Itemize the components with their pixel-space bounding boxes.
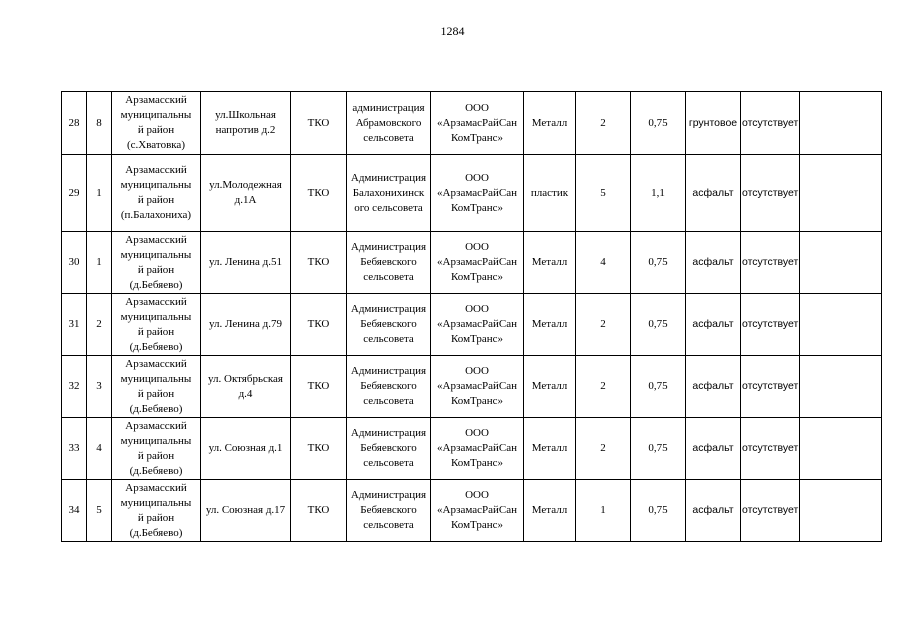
sub-number-cell: 5 bbox=[87, 480, 112, 542]
operator-line: ООО bbox=[465, 241, 489, 253]
operator-line: ООО bbox=[465, 171, 489, 184]
address-cell bbox=[201, 155, 291, 232]
owner-line: администрация bbox=[352, 101, 425, 114]
surface-cell: грунтовое bbox=[686, 92, 741, 155]
address-line: ул. Ленина д.79 bbox=[209, 318, 282, 330]
table-row bbox=[62, 480, 882, 542]
district-line: муниципальны bbox=[120, 434, 192, 447]
address-line: ул. Октябрьская bbox=[208, 372, 283, 385]
empty-cell bbox=[800, 480, 882, 542]
table-row bbox=[62, 418, 882, 480]
page-number: 1284 bbox=[440, 24, 465, 38]
row-number-cell: 28 bbox=[62, 92, 87, 155]
waste-type-cell: ТКО bbox=[291, 155, 347, 232]
owner-line: Бебяевского bbox=[360, 442, 417, 454]
waste-type-cell: ТКО bbox=[291, 356, 347, 418]
empty-cell bbox=[800, 155, 882, 232]
empty-cell bbox=[800, 92, 882, 155]
owner-line: сельсовета bbox=[363, 395, 414, 407]
container-count-cell: 5 bbox=[576, 155, 631, 232]
operator-line: «АрзамасРайСан bbox=[437, 256, 517, 268]
address-cell bbox=[201, 294, 291, 356]
operator-line: ООО bbox=[465, 101, 489, 114]
address-line: ул. Союзная д.1 bbox=[208, 442, 283, 454]
district-line: й район bbox=[137, 263, 175, 276]
owner-line: сельсовета bbox=[363, 519, 414, 531]
operator-line: КомТранс» bbox=[451, 131, 503, 144]
row-number-cell: 30 bbox=[62, 232, 87, 294]
surface-cell: асфальт bbox=[686, 155, 741, 232]
district-line: (д.Бебяево) bbox=[129, 402, 183, 415]
operator-line: ООО bbox=[465, 489, 489, 501]
material-cell: Металл bbox=[524, 294, 576, 356]
surface-cell: асфальт bbox=[686, 232, 741, 294]
owner-cell bbox=[347, 232, 431, 294]
district-line: Арзамасский bbox=[125, 164, 187, 176]
volume-cell: 0,75 bbox=[631, 418, 686, 480]
container-count-cell: 4 bbox=[576, 232, 631, 294]
owner-line: Администрация bbox=[350, 241, 427, 253]
surface-cell: асфальт bbox=[686, 418, 741, 480]
operator-cell bbox=[431, 232, 524, 294]
volume-cell: 1,1 bbox=[631, 155, 686, 232]
empty-cell bbox=[800, 418, 882, 480]
address-line: ул. Ленина д.51 bbox=[209, 256, 282, 268]
operator-cell bbox=[431, 356, 524, 418]
table-row bbox=[62, 356, 882, 418]
owner-line: Абрамовского bbox=[355, 116, 422, 129]
operator-line: «АрзамасРайСан bbox=[437, 116, 517, 129]
owner-line: сельсовета bbox=[363, 457, 414, 469]
owner-cell bbox=[347, 155, 431, 232]
material-cell: пластик bbox=[524, 155, 576, 232]
district-line: Арзамасский bbox=[125, 94, 187, 106]
surface-cell: асфальт bbox=[686, 294, 741, 356]
operator-line: КомТранс» bbox=[451, 333, 503, 345]
container-count-cell: 1 bbox=[576, 480, 631, 542]
volume-cell: 0,75 bbox=[631, 480, 686, 542]
fence-cell: отсутствует bbox=[741, 294, 800, 356]
operator-line: «АрзамасРайСан bbox=[437, 318, 517, 330]
sub-number-cell: 8 bbox=[87, 92, 112, 155]
waste-type-cell: ТКО bbox=[291, 480, 347, 542]
waste-type-cell: ТКО bbox=[291, 294, 347, 356]
material-cell: Металл bbox=[524, 92, 576, 155]
fence-cell: отсутствует bbox=[741, 92, 800, 155]
owner-cell bbox=[347, 294, 431, 356]
waste-type-cell: ТКО bbox=[291, 232, 347, 294]
operator-cell bbox=[431, 92, 524, 155]
address-line: напротив д.2 bbox=[215, 124, 276, 136]
district-line: Арзамасский bbox=[125, 357, 187, 370]
address-cell bbox=[201, 92, 291, 155]
row-number-cell: 34 bbox=[62, 480, 87, 542]
district-line: й район bbox=[137, 194, 175, 206]
district-line: Арзамасский bbox=[125, 295, 187, 308]
district-line: й район bbox=[137, 387, 175, 400]
address-cell bbox=[201, 418, 291, 480]
address-cell bbox=[201, 356, 291, 418]
operator-line: КомТранс» bbox=[451, 519, 503, 531]
empty-cell bbox=[800, 356, 882, 418]
address-line: ул. Союзная д.17 bbox=[205, 504, 286, 516]
fence-cell: отсутствует bbox=[741, 155, 800, 232]
owner-line: Администрация bbox=[350, 489, 427, 501]
district-cell bbox=[112, 294, 201, 356]
address-line: ул.Школьная bbox=[215, 109, 276, 121]
material-cell: Металл bbox=[524, 480, 576, 542]
district-cell bbox=[112, 155, 201, 232]
row-number-cell: 33 bbox=[62, 418, 87, 480]
table-body bbox=[62, 92, 882, 542]
fence-cell: отсутствует bbox=[741, 480, 800, 542]
district-cell bbox=[112, 356, 201, 418]
row-number-cell: 32 bbox=[62, 356, 87, 418]
owner-cell bbox=[347, 480, 431, 542]
district-line: (с.Хватовка) bbox=[127, 139, 185, 151]
sub-number-cell: 1 bbox=[87, 155, 112, 232]
operator-line: ООО bbox=[465, 427, 489, 439]
sub-number-cell: 1 bbox=[87, 232, 112, 294]
operator-cell bbox=[431, 418, 524, 480]
district-line: муниципальны bbox=[120, 179, 192, 191]
volume-cell: 0,75 bbox=[631, 232, 686, 294]
district-line: Арзамасский bbox=[125, 481, 187, 494]
operator-cell bbox=[431, 294, 524, 356]
sub-number-cell: 3 bbox=[87, 356, 112, 418]
operator-line: КомТранс» bbox=[451, 457, 503, 469]
district-line: муниципальны bbox=[120, 372, 192, 385]
district-line: (п.Балахониха) bbox=[120, 209, 192, 221]
district-cell bbox=[112, 418, 201, 480]
sub-number-cell: 2 bbox=[87, 294, 112, 356]
owner-line: Бебяевского bbox=[360, 504, 417, 516]
district-line: Арзамасский bbox=[125, 233, 187, 246]
operator-line: «АрзамасРайСан bbox=[437, 186, 517, 199]
owner-line: Бебяевского bbox=[360, 380, 417, 392]
material-cell: Металл bbox=[524, 232, 576, 294]
volume-cell: 0,75 bbox=[631, 356, 686, 418]
row-number-cell: 31 bbox=[62, 294, 87, 356]
district-line: Арзамасский bbox=[125, 419, 187, 432]
material-cell: Металл bbox=[524, 418, 576, 480]
operator-line: ООО bbox=[465, 365, 489, 377]
district-line: муниципальны bbox=[120, 109, 192, 121]
owner-cell bbox=[347, 92, 431, 155]
address-line: ул.Молодежная bbox=[209, 179, 282, 191]
fence-cell: отсутствует bbox=[741, 232, 800, 294]
operator-line: «АрзамасРайСан bbox=[437, 442, 517, 454]
district-line: муниципальны bbox=[120, 248, 192, 261]
container-count-cell: 2 bbox=[576, 356, 631, 418]
owner-line: сельсовета bbox=[363, 131, 414, 144]
district-line: (д.Бебяево) bbox=[129, 464, 183, 477]
address-line: д.1А bbox=[234, 194, 257, 206]
container-count-cell: 2 bbox=[576, 294, 631, 356]
material-cell: Металл bbox=[524, 356, 576, 418]
table-row bbox=[62, 92, 882, 155]
owner-cell bbox=[347, 356, 431, 418]
district-line: муниципальны bbox=[120, 310, 192, 323]
owner-line: Администрация bbox=[350, 303, 427, 315]
fence-cell: отсутствует bbox=[741, 356, 800, 418]
waste-type-cell: ТКО bbox=[291, 418, 347, 480]
operator-cell bbox=[431, 480, 524, 542]
district-line: й район bbox=[137, 124, 175, 136]
owner-line: Администрация bbox=[350, 171, 427, 184]
surface-cell: асфальт bbox=[686, 356, 741, 418]
operator-line: «АрзамасРайСан bbox=[437, 504, 517, 516]
row-number-cell: 29 bbox=[62, 155, 87, 232]
district-line: (д.Бебяево) bbox=[129, 340, 183, 353]
owner-line: сельсовета bbox=[363, 333, 414, 345]
district-cell bbox=[112, 92, 201, 155]
operator-line: КомТранс» bbox=[451, 271, 503, 283]
district-line: й район bbox=[137, 511, 175, 524]
volume-cell: 0,75 bbox=[631, 92, 686, 155]
operator-cell bbox=[431, 155, 524, 232]
operator-line: КомТранс» bbox=[451, 395, 503, 407]
district-line: й район bbox=[137, 325, 175, 338]
operator-line: ООО bbox=[465, 303, 489, 315]
owner-line: ого сельсовета bbox=[354, 201, 423, 214]
container-count-cell: 2 bbox=[576, 418, 631, 480]
owner-line: Бебяевского bbox=[360, 318, 417, 330]
owner-line: Балахонихинск bbox=[352, 186, 425, 199]
empty-cell bbox=[800, 232, 882, 294]
address-cell bbox=[201, 232, 291, 294]
waste-type-cell: ТКО bbox=[291, 92, 347, 155]
operator-line: «АрзамасРайСан bbox=[437, 380, 517, 392]
sub-number-cell: 4 bbox=[87, 418, 112, 480]
registry-table bbox=[61, 91, 882, 542]
empty-cell bbox=[800, 294, 882, 356]
container-count-cell: 2 bbox=[576, 92, 631, 155]
address-line: д.4 bbox=[238, 387, 253, 400]
owner-line: Администрация bbox=[350, 427, 427, 439]
owner-line: Бебяевского bbox=[360, 256, 417, 268]
table-row bbox=[62, 232, 882, 294]
operator-line: КомТранс» bbox=[451, 201, 503, 214]
district-line: (д.Бебяево) bbox=[129, 526, 183, 539]
surface-cell: асфальт bbox=[686, 480, 741, 542]
address-cell bbox=[201, 480, 291, 542]
fence-cell: отсутствует bbox=[741, 418, 800, 480]
district-line: й район bbox=[137, 449, 175, 462]
owner-line: Администрация bbox=[350, 365, 427, 377]
owner-line: сельсовета bbox=[363, 271, 414, 283]
district-line: муниципальны bbox=[120, 496, 192, 509]
table-row bbox=[62, 155, 882, 232]
district-line: (д.Бебяево) bbox=[129, 278, 183, 291]
district-cell bbox=[112, 480, 201, 542]
volume-cell: 0,75 bbox=[631, 294, 686, 356]
district-cell bbox=[112, 232, 201, 294]
owner-cell bbox=[347, 418, 431, 480]
table-row bbox=[62, 294, 882, 356]
